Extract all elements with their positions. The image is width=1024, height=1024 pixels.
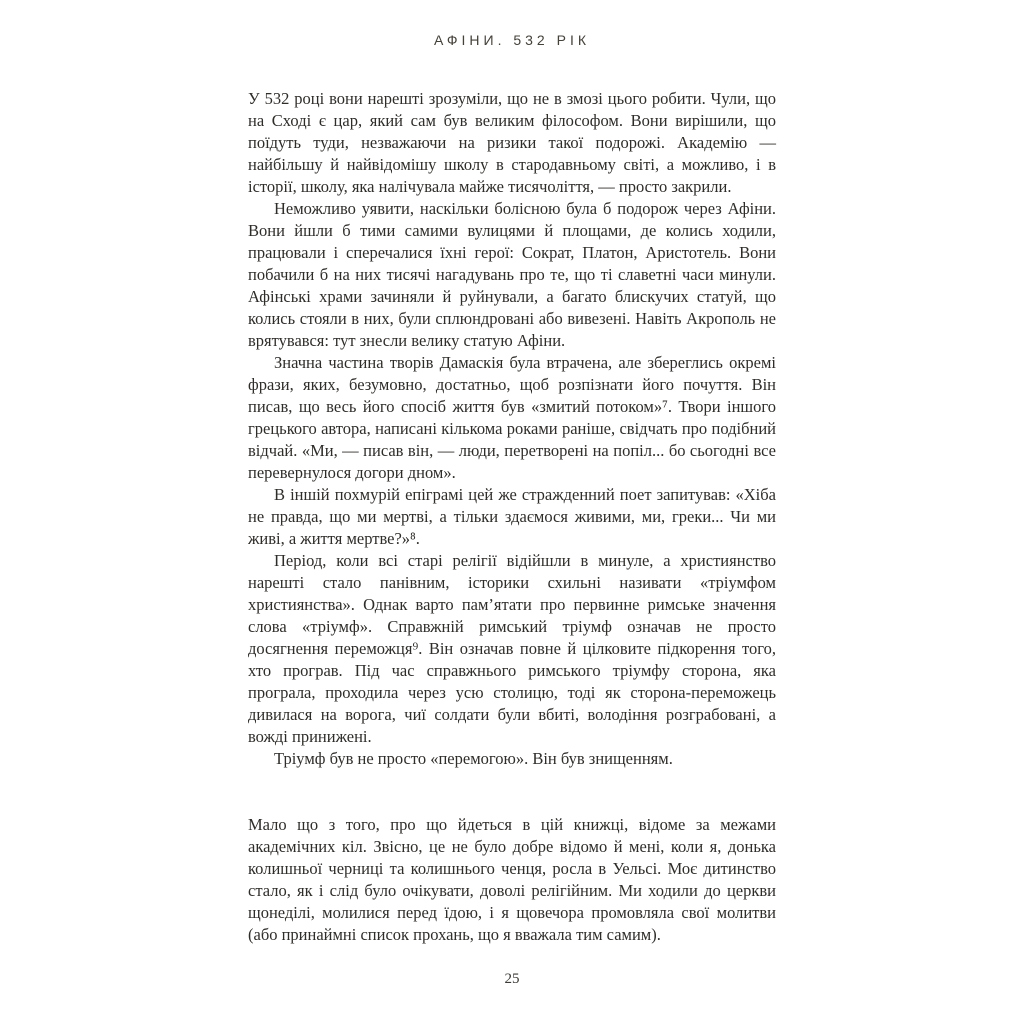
paragraph: Неможливо уявити, наскільки болісною була б подорож через Афіни. Вони йшли б тими самими вулицями й площами, де колись ходили, працювали і сперечалися їхні герої: Сократ, Платон, Аристотель. Вони побачили б на них тисячі нагадувань про те, що ті славетні часи минули. Афінські храми зачиняли й руйнували, а багато блискучих статуй, що колись стояли в них, були сплюндровані або вивезені. Навіть Акрополь не врятувався: тут знесли велику статую Афіни. <box>248 199 776 350</box>
paragraph: Тріумф був не просто «перемогою». Він був знищенням. <box>274 749 673 768</box>
text-block <box>248 88 776 946</box>
paragraph: Мало що з того, про що йдеться в цій книжці, відоме за межами академічних кіл. Звісно, це не було добре відомо й мені, коли я, донька колишньої черниці та колишнього ченця, росла в Уельсі. Моє дитинство стало, як і слід було очікувати, доволі релігійним. Ми ходили до церкви щонеділі, молилися перед їдою, і я щовечора промовляла свої молитви (або принаймні список прохань, що я вважала тим самим). <box>248 815 776 944</box>
page-number: 25 <box>504 971 520 987</box>
paragraph: Період, коли всі старі релігії відійшли в минуле, а християнство нарешті стало панівним, історики схильні називати «тріумфом християнства». Однак варто пам’ятати про первинне римське значення слова «тріумф». Справжній римський тріумф означав не просто досягнення переможця⁹. Він означав повне й цілковите підкорення того, хто програв. Під час справжнього римського тріумфу сторона, яка програла, проходила через усю столицю, тоді як сторона-переможець дивилася на ворога, чиї солдати були вбиті, володіння розграбовані, а вожді принижені. <box>248 551 776 746</box>
paragraph: Значна частина творів Дамаскія була втрачена, але збереглись окремі фрази, яких, безумовно, достатньо, щоб розпізнати його почуття. Він писав, що весь його спосіб життя був «змитий потоком»⁷. Твори іншого грецького автора, написані кількома роками раніше, свідчать про подібний відчай. «Ми, — писав він, — люди, перетворені на попіл... бо сьогодні все перевернулося догори дном». <box>248 353 776 482</box>
paragraph: В іншій похмурій епіграмі цей же стражденний поет запитував: «Хіба не правда, що ми мертві, а тільки здаємося живими, ми, греки... Чи ми живі, а життя мертве?»⁸. <box>248 485 776 548</box>
section-break <box>248 770 776 814</box>
paragraph: У 532 році вони нарешті зрозуміли, що не в змозі цього робити. Чули, що на Сході є цар, який сам був великим філософом. Вони вирішили, що поїдуть туди, незважаючи на ризики такої подорожі. Академію — найбільшу й найвідомішу школу в стародавньому світі, а можливо, і в історії, школу, яка налічувала майже тисячоліття, — просто закрили. <box>248 89 776 196</box>
running-header: АФІНИ. 532 РІК <box>434 32 590 48</box>
